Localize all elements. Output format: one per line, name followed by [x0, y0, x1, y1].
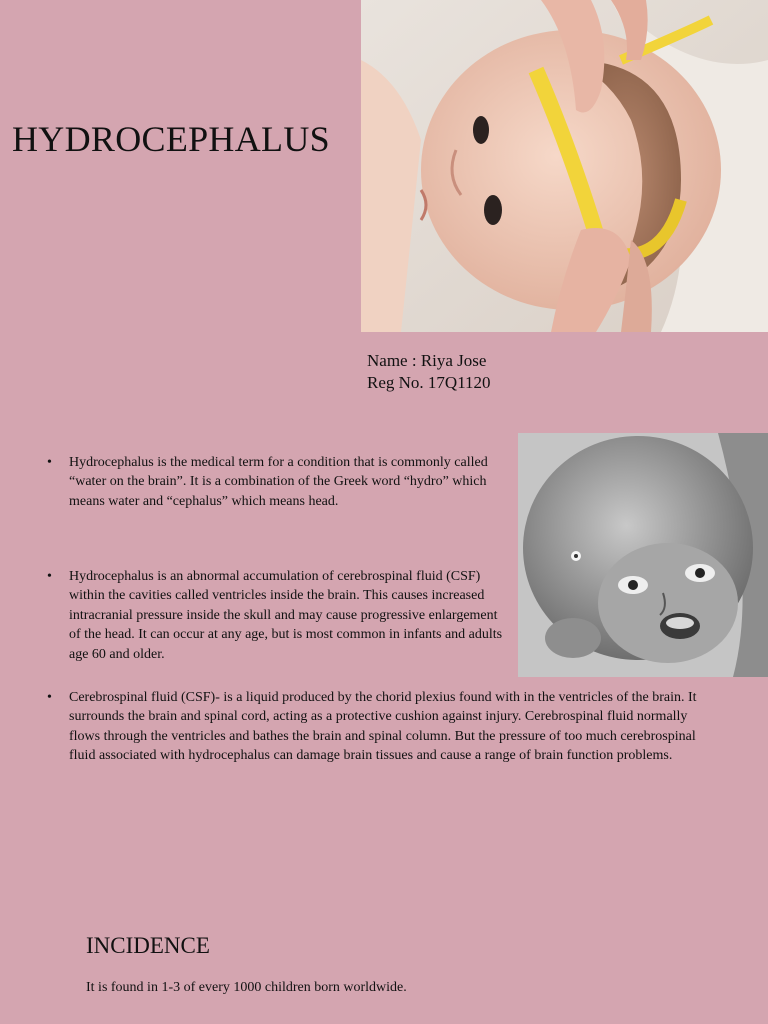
- list-item: [47, 567, 509, 664]
- bullet-text: Hydrocephalus is the medical term for a condition that is commonly called “water on the brain”. It is a combination of the Greek word “hydro” which means water and “cephalus” which means head.: [69, 455, 488, 509]
- bullet-marker: •: [47, 455, 52, 470]
- list-item: [47, 453, 499, 511]
- author-info: [367, 350, 491, 394]
- bullet-marker: •: [47, 569, 52, 584]
- incidence-text: It is found in 1-3 of every 1000 children born worldwide.: [86, 980, 407, 995]
- hydrocephalic-child-photo: [518, 433, 768, 677]
- registration-number: Reg No. 17Q1120: [367, 373, 491, 392]
- incidence-heading: INCIDENCE: [86, 933, 210, 958]
- bullet-marker: •: [47, 690, 52, 705]
- infant-head-measurement-photo: [361, 0, 768, 332]
- list-item: [47, 688, 709, 766]
- bullet-text: Cerebrospinal fluid (CSF)- is a liquid produced by the chorid plexius found with in the ventricles of the brain. It surrounds the brain and spinal cord, acting as a protective cushion against injury. Cerebrospinal fluid normally flows through the ventricles and bathes the brain and spinal column. But the pressure of too much cerebrospinal fluid associated with hydrocephalus can damage brain tissues and cause a range of brain function problems.: [69, 690, 697, 764]
- page-title: HYDROCEPHALUS: [12, 119, 330, 159]
- author-name: Name : Riya Jose: [367, 351, 487, 370]
- bullet-text: Hydrocephalus is an abnormal accumulation of cerebrospinal fluid (CSF) within the cavities called ventricles inside the brain. This causes increased intracranial pressure inside the skull and may cause progressive enlargement of the head. It can occur at any age, but is most common in infants and adults age 60 and older.: [69, 569, 503, 662]
